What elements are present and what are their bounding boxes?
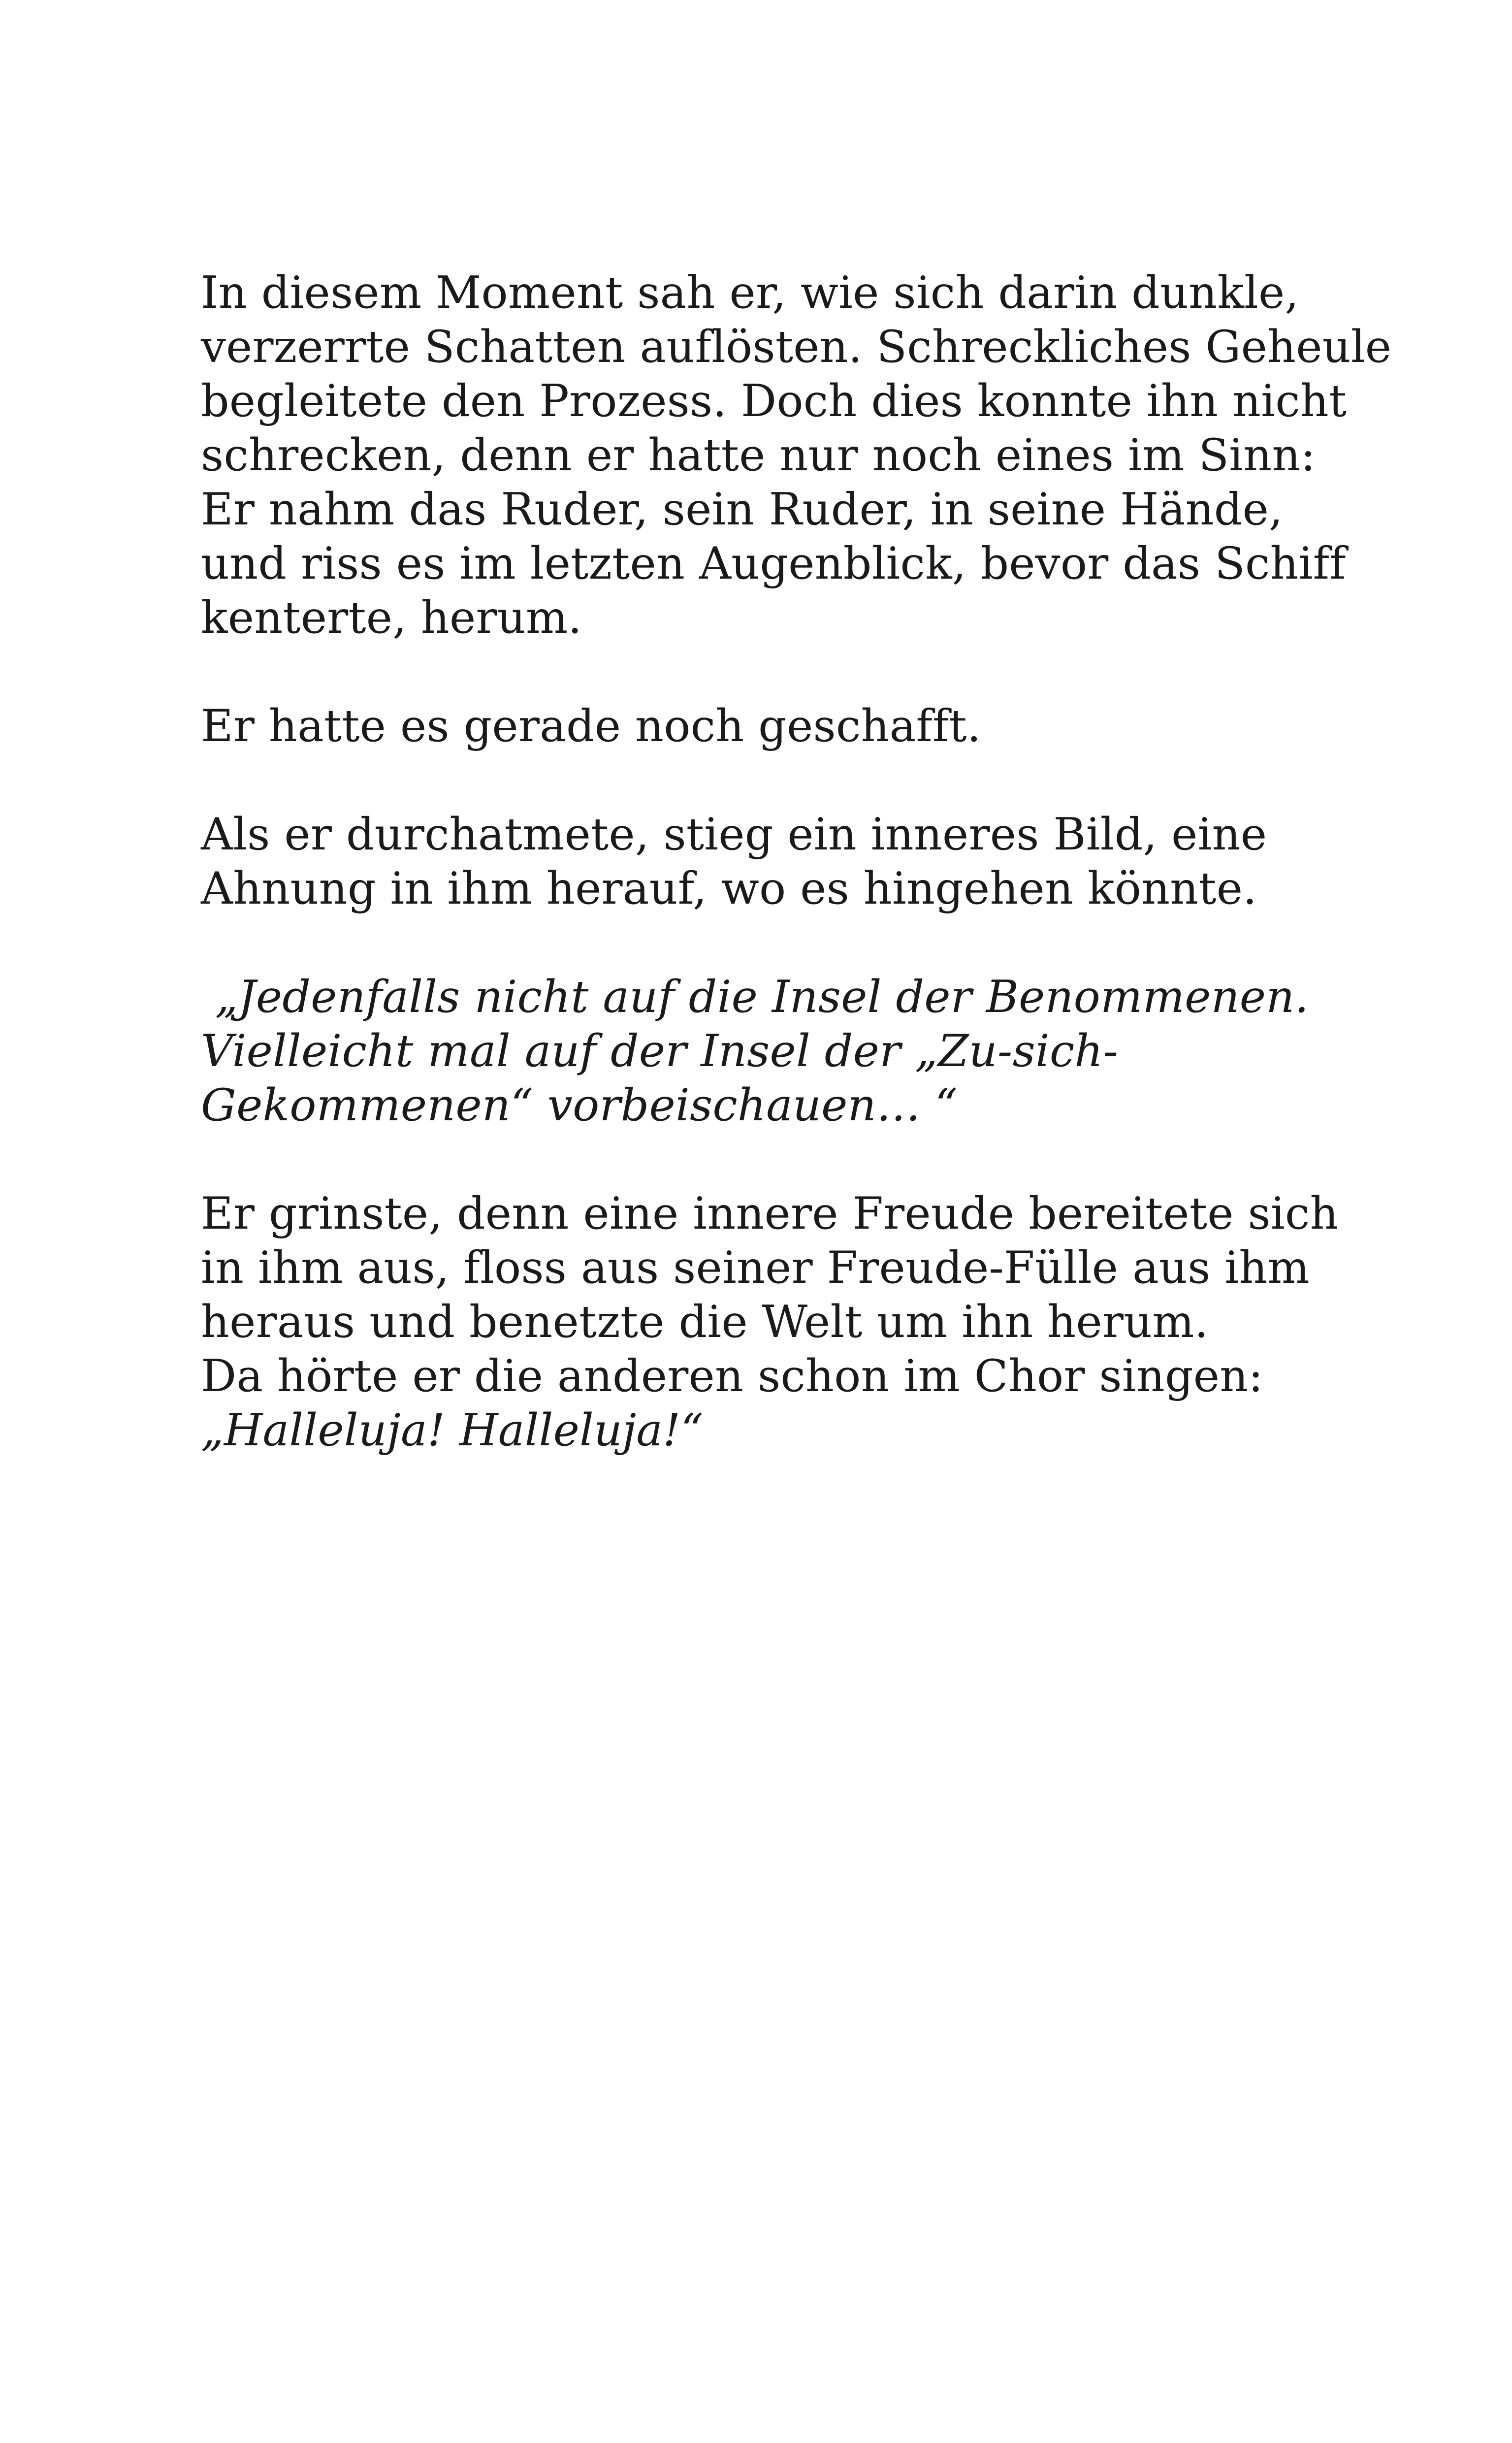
paragraph-4-quote [201,970,1392,1133]
text-line: In diesem Moment sah er, wie sich darin dunkle, [201,267,1299,319]
text-line: schrecken, denn er hatte nur noch eines im Sinn: [201,429,1316,481]
text-line: heraus und benetzte die Welt um ihn herum. [201,1296,1209,1348]
paragraph-spacer [201,753,1392,808]
quote-line: Vielleicht mal auf der Insel der „Zu-sich- [201,1025,1119,1077]
hallelujah-line: „Halleluja! Halleluja!“ [201,1404,704,1456]
quote-line: Gekommenen“ vorbeischauen… “ [201,1079,958,1131]
text-line: Als er durchatmete, stieg ein inneres Bild, eine [201,809,1267,860]
text-line: kenterte, herum. [201,592,582,644]
paragraph-spacer [201,916,1392,970]
paragraph-1 [201,266,1392,645]
text-line: Er hatte es gerade noch geschafft. [201,700,981,752]
paragraph-spacer [201,645,1392,699]
text-line: Er grinste, denn eine innere Freude bereitete sich [201,1188,1339,1239]
paragraph-2 [201,699,1392,753]
paragraph-3 [201,808,1392,916]
quote-line: „Jedenfalls nicht auf die Insel der Benommenen. [201,971,1309,1023]
text-line: und riss es im letzten Augenblick, bevor das Schiff [201,538,1346,589]
text-line: Ahnung in ihm herauf, wo es hingehen könnte. [201,863,1257,914]
paragraph-5 [201,1187,1392,1458]
text-line: Er nahm das Ruder, sein Ruder, in seine Hände, [201,484,1283,535]
text-line: in ihm aus, floss aus seiner Freude-Fülle aus ihm [201,1242,1310,1294]
body-text [201,266,1392,1458]
text-line: begleitete den Prozess. Doch dies konnte ihn nicht [201,375,1347,427]
text-line: verzerrte Schatten auflösten. Schreckliches Geheule [201,321,1392,373]
text-line: Da hörte er die anderen schon im Chor singen: [201,1350,1263,1402]
paragraph-spacer [201,1133,1392,1187]
